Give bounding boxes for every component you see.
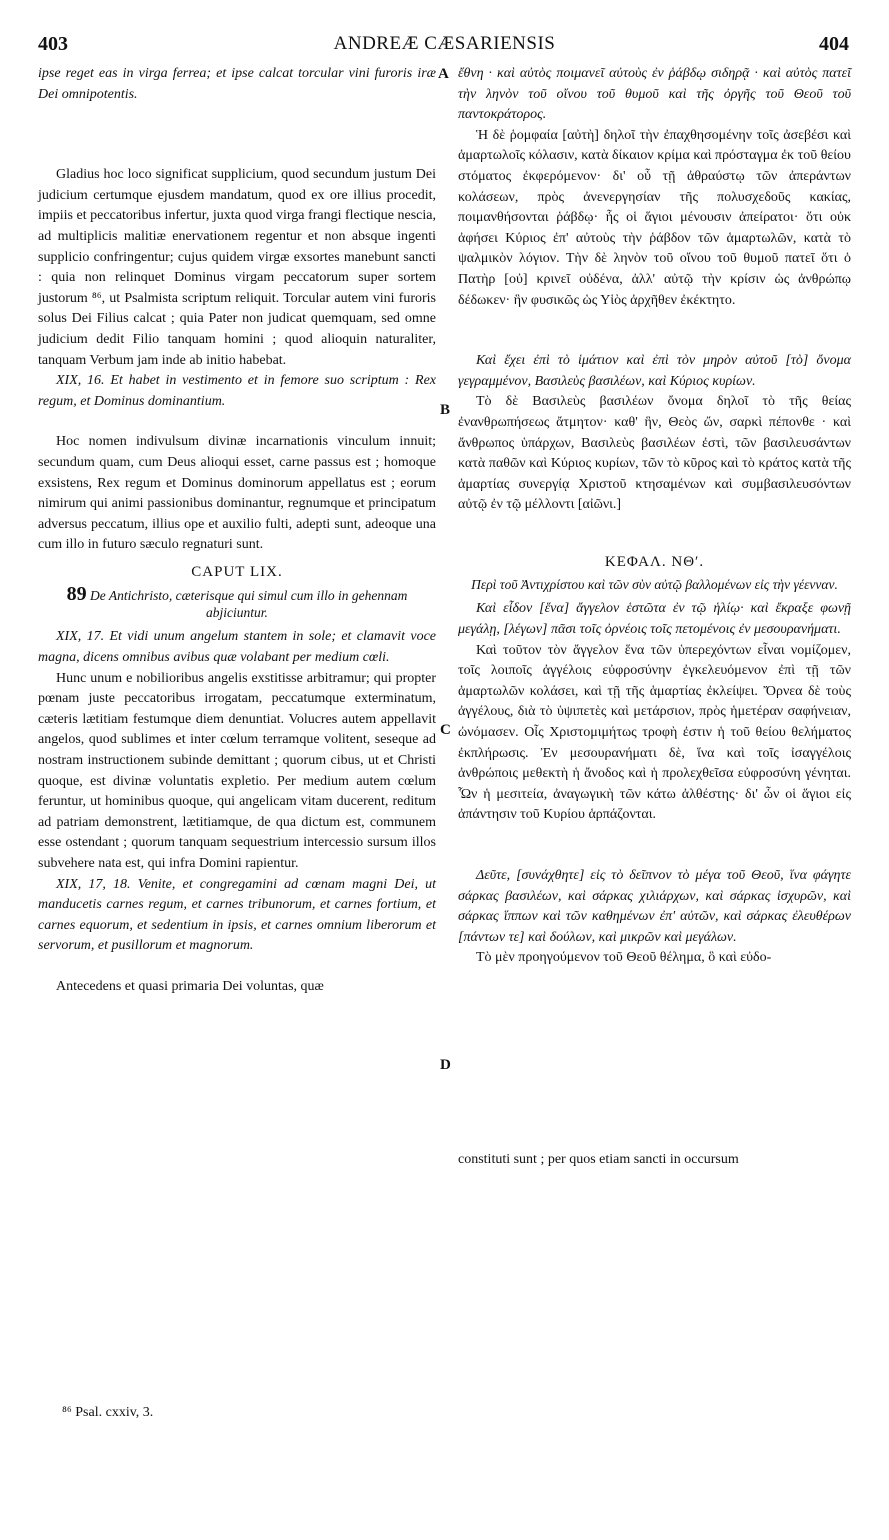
margin-letter-c: C [440, 722, 451, 738]
margin-letter-a: A [438, 66, 449, 82]
kefalaion-subtitle: Περὶ τοῦ Ἀντιχρίστου καὶ τῶν σὺν αὐτῷ βαλλομένων εἰς τὴν γέενναν. [471, 577, 838, 593]
greek-paragraph-6: Καὶ τοῦτον τὸν ἄγγελον ἕνα τῶν ὑπερεχόντων εἶναι νομίζομεν, τοῖς λοιποῖς ἀγγέλοις εὐφροσύνην ἐγκελευόμενον ἐπὶ τῇ τῶν ἁμαρτωλῶν κολάσει, καὶ τῇ τῆς ἁμαρτίας ἐκλείψει. Ὄρνεα δὲ τοὺς ἀγγέλους, διὰ τὸ ὑψιπετὲς καὶ μετάρσιον, πρὸς ἡμετέραν σαφήνειαν, ὠνόμασεν. Οἷς Χριστομιμήτως τροφὴ ἐστιν ἡ τοῦ θείου θελήματος ἐκπλήρωσις. Ἐν μεσουρανήματι δὲ, ἵνα καὶ τοῖς ἰσαγγέλοις ἀνθρώποις μεθεκτὴ ἡ ἄνοδος καὶ ἡ προλεχθεῖσα εὐφροσύνη γένηται. Ὧν ἡ μεσιτεία, ἀναγωγικὴ τῶν κάτω ἀλθέστης· δι' ὧν οἱ ἅγιοι εἰς ἀπάντησιν τοῦ Κυρίου ἁρπάζονται. [458, 642, 851, 823]
page-number-left: 403 [38, 33, 68, 55]
greek-paragraph-8: Τὸ μὲν προηγούμενον τοῦ Θεοῦ θέλημα, ὃ καὶ εὐδο- [476, 950, 772, 966]
caput-subtitle [38, 583, 436, 621]
latin-paragraph-8: Antecedens et quasi primaria Dei voluntas, quæ [56, 978, 324, 994]
section-number: 89 [66, 583, 87, 606]
margin-letter-b: B [440, 402, 451, 418]
page-number-right: 404 [819, 33, 849, 55]
footnote: ⁸⁶ Psal. cxxiv, 3. [62, 1405, 154, 1420]
caput-heading: CAPUT LIX. [191, 563, 283, 580]
latin-paragraph-4: Hoc nomen indivulsum divinæ incarnationis vinculum innuit; secundum quam, cum Deus alioqui esset, carne passus est ; homoque exsistens, Rex regum et Dominus dominorum appellatus est ; eorum nimirum qui animi passionibus dominantur, regnumque et principatum adversus peccatum, illius ope et auxilio fulti, adepti sunt, adeoque una cum illo in futuro sæculo regnaturi sunt. [38, 434, 436, 553]
latin-verse-16: XIX, 16. Et habet in vestimento et in femore suo scriptum : Rex regum, et Dominus dominantium. [38, 373, 436, 409]
latin-continuation-line: constituti sunt ; per quos etiam sancti in occursum [458, 1152, 739, 1167]
latin-paragraph-6: Hunc unum e nobilioribus angelis exstitisse arbitramur; qui propter pœnam juste peccatoribus irrogatam, peccatumque exterminatum, cæteris lætitiam festumque diem denuntiat. Volucres autem appellavit angelos, quod sublimes et inter cœlum terramque volitent, seseque ad nostram instructionem subinde demittant ; quorum cibus, ut et Christi quoque, est divinæ voluntatis expletio. Per medium autem cœlum feruntur, ut hominibus quoque, qui angelicam vitam ducerent, reditum ad patriam demonstrent, lætitiamque, de qua dictum est, communem esse ostendant ; quorum tanquam sequestrium intercessio sursum illos subvehere nata est, qui infra Domini rapientur. [38, 670, 436, 871]
caput-subtitle-text: De Antichristo, cæterisque qui simul cum illo in gehennam abjiciuntur. [90, 588, 408, 621]
latin-verse-17: XIX, 17. Et vidi unum angelum stantem in sole; et clamavit voce magna, dicens omnibus avibus quæ volabant per medium cœli. [38, 629, 436, 666]
latin-paragraph-1: ipse reget eas in virga ferrea; et ipse calcat torcular vini furoris iræ Dei omnipotentis. [38, 66, 436, 102]
greek-verse-17-18: Δεῦτε, [συνάχθητε] εἰς τὸ δεῖπνον τὸ μέγα τοῦ Θεοῦ, ἵνα φάγητε σάρκας βασιλέων, καὶ σάρκας χιλιάρχων, καὶ σάρκας ἰσχυρῶν, καὶ σάρκας ἵππων καὶ τῶν καθημένων ἐπ' αὐτῶν, καὶ σάρκας ἐλευθέρων [πάντων τε] καὶ δούλων, καὶ μικρῶν καὶ μεγάλων. [458, 868, 851, 945]
greek-paragraph-2: Ἡ δὲ ῥομφαία [αὐτὴ] δηλοῖ τὴν ἐπαχθησομένην τοῖς ἀσεβέσι καὶ ἁμαρτωλοῖς κόλασιν, κατὰ δίκαιον κρίμα καὶ πρόσταγμα ἐκ τοῦ θείου στόματος ἐκφερόμενον· δι' οὗ τῇ ἀθραύστῳ τῶν ἀπεράντων κολάσεων, πρὸς ἀνενεργησίαν τῆς πολυσχεδοῦς κακίας, ποιμανθήσονται ῥάβδῳ· ἧς οἱ ἅγιοι μένουσιν ἀπείρατοι· ὅτι οὐκ ἀφήσει Κύριος ἐπ' αὐτοὺς τὴν ῥάβδον τῶν ἁμαρτωλῶν, κατὰ τὸ ψαλμικὸν λόγιον. Τὴν δὲ ληνὸν τοῦ οἴνου τοῦ θυμοῦ πατεῖ ὅτι ὁ Πατὴρ [οὐ] κρινεῖ οὐδένα, ἀλλ' αὐτῷ τὴν κρίσιν ὡς ἀνθρώπῳ δέδωκεν· ἣν φυσικῶς ὡς Υἱὸς ἀρχῆθεν ἐκέκτητο. [458, 127, 851, 308]
greek-verse-17: Καὶ εἶδον [ἕνα] ἄγγελον ἑστῶτα ἐν τῷ ἡλίῳ· καὶ ἔκραξε φωνῇ μεγάλῃ, [λέγων] πᾶσι τοῖς ὀρνέοις τοῖς πετομένοις ἐν μεσουρανήματι. [458, 601, 851, 638]
latin-verse-17-18: XIX, 17, 18. Venite, et congregamini ad cœnam magni Dei, ut manducetis carnes regum, et carnes tribunorum, et carnes fortium, et carnes equorum, et sedentium in ipsis, et carnes omnium liberorum et servorum, et pusillorum et magnorum. [38, 876, 436, 954]
latin-column [38, 64, 436, 998]
latin-paragraph-2: Gladius hoc loco significat supplicium, quod secundum justum Dei judicium certumque ejusdem mandatum, quod ex ore illius procedit, impiis et peccatoribus infertur, juxta quod virga frangi flectique nescia, ad multiplicis malitiæ enervationem regentur et non absque ingenti supplicio confringentur; cujus quidem virgæ exsortes manebunt sancti : quia non relinquet Dominus virgam peccatorum super sortem justorum ⁸⁶, ut Psalmista scriptum reliquit. Torcular autem vini furoris solus Dei Filius calcat ; quia Pater non judicat quemquam, sed omne judicium dedit Filio tanquam homini ; quod alioquin naturaliter, tanquam Verbum jam inde ab initio habebat. [38, 167, 436, 368]
running-title: ANDREÆ CÆSARIENSIS [333, 33, 556, 54]
kefalaion-heading: ΚΕΦΑΛ. ΝΘʹ. [604, 553, 705, 570]
margin-letter-d: D [440, 1057, 451, 1073]
greek-verse-16: Καὶ ἔχει ἐπὶ τὸ ἱμάτιον καὶ ἐπὶ τὸν μηρὸν αὐτοῦ [τὸ] ὄνομα γεγραμμένον, Βασιλεὺς βασιλέων, καὶ Κύριος κυρίων. [458, 353, 851, 389]
greek-paragraph-4: Τὸ δὲ Βασιλεὺς βασιλέων ὄνομα δηλοῖ τὸ τῆς θείας ἐνανθρωπήσεως ἄτμητον· καθ' ἣν, Θεὸς ὤν, σαρκὶ πέπονθε · καὶ ἄνθρωπος ὑπάρχων, Βασιλεὺς βασιλέων ἐστὶ, τῶν βασιλευσάντων κατὰ παθῶν καὶ Κύριος κυρίων, τῶν τὸ κῦρος καὶ τὸ κράτος κατὰ τῆς ἁμαρτίας συνεργίᾳ Χριστοῦ κτησαμένων καὶ συμβασιλευσόντων αὐτῷ ἐν τῷ μέλλοντι [αἰῶνι.] [458, 394, 851, 513]
greek-column [458, 64, 851, 969]
greek-paragraph-1: ἔθνη · καὶ αὐτὸς ποιμανεῖ αὐτοὺς ἐν ῥάβδῳ σιδηρᾷ · καὶ αὐτὸς πατεῖ τὴν ληνὸν τοῦ οἴνου τοῦ θυμοῦ καὶ τῆς ὀργῆς τοῦ Θεοῦ τοῦ παντοκράτορος. [458, 66, 851, 123]
